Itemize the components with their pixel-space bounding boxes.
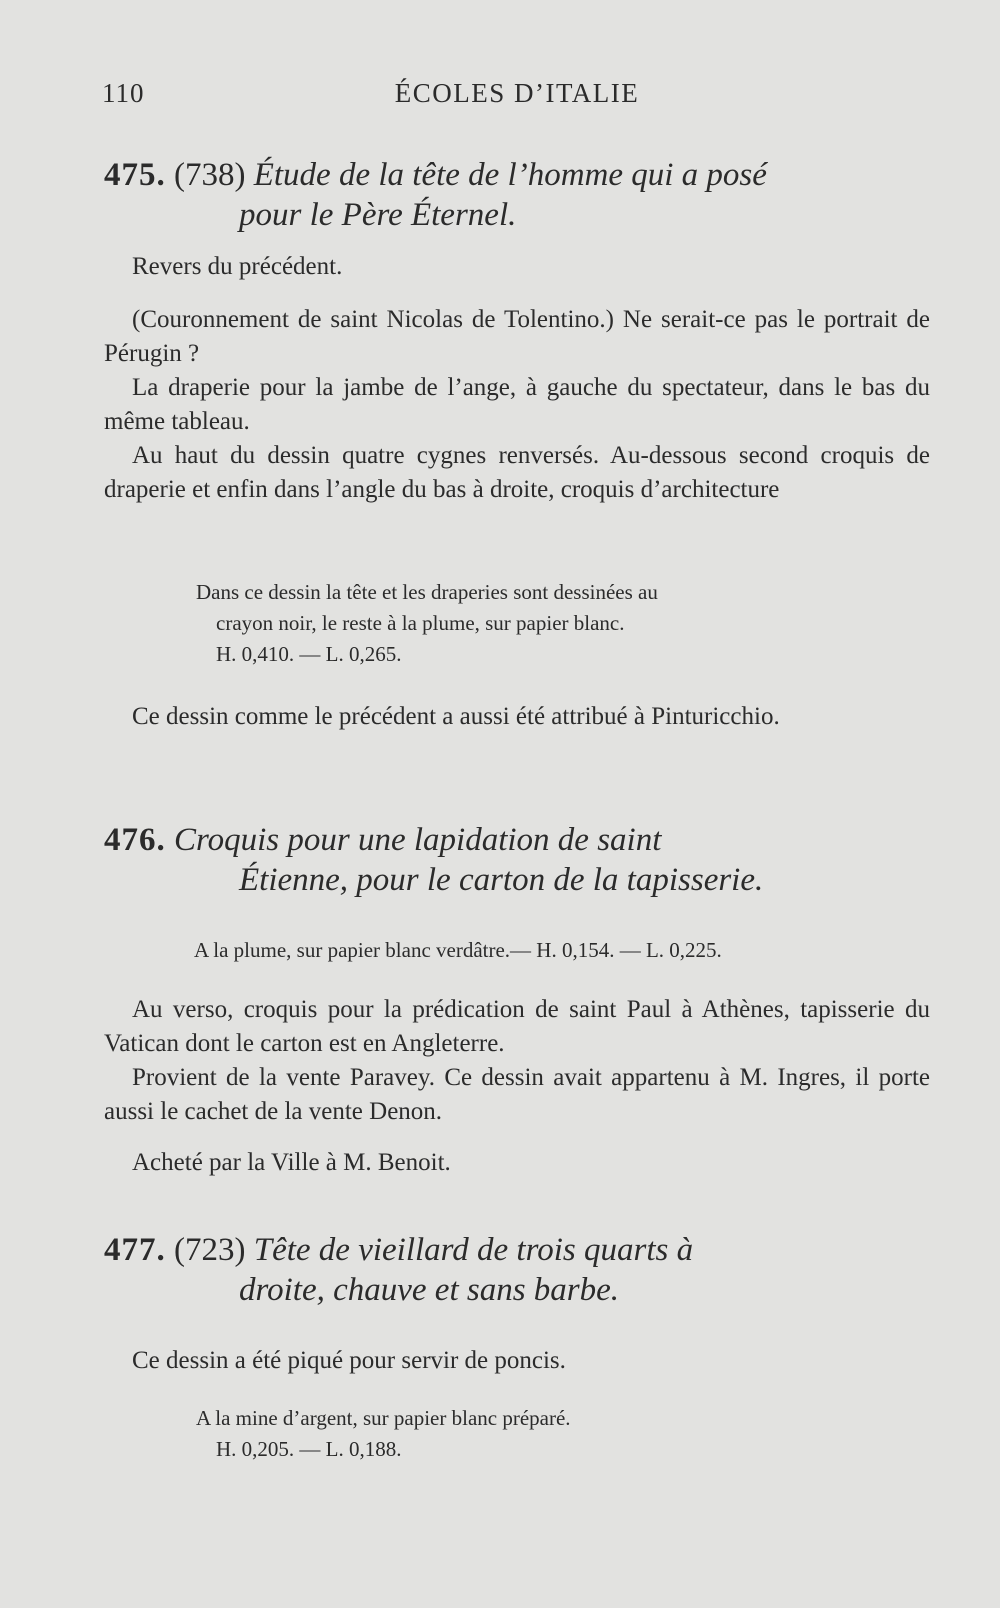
entry-title-line1: Croquis pour une lapidation de saint (174, 822, 662, 858)
page-number: 110 (102, 78, 145, 108)
entry-475-paragraph-4: Au haut du dessin quatre cygnes renversés. Au-dessous second croquis de draperie et enfin dans l’angle du bas à droite, croquis d’architecture (104, 442, 930, 503)
entry-477-title (104, 1230, 930, 1310)
entry-476-technical-note (104, 935, 1000, 966)
running-head (102, 78, 932, 118)
running-title: ÉCOLES D’ITALIE (394, 78, 640, 108)
technical-note-dimensions: H. 0,410. — L. 0,265. (216, 642, 402, 666)
entry-title-line2: pour le Père Éternel. (239, 197, 517, 233)
entry-number: 476. (104, 822, 166, 858)
entry-reference: (738) (174, 157, 246, 193)
entry-475-paragraph-5: Ce dessin comme le précédent a aussi été attribué à Pinturicchio. (132, 703, 780, 730)
entry-475-paragraph-3: La draperie pour la jambe de l’ange, à gauche du spectateur, dans le bas du même tableau. (104, 374, 930, 435)
entry-476-paragraph-2: Provient de la vente Paravey. Ce dessin avait appartenu à M. Ingres, il porte aussi le cachet de la vente Denon. (104, 1064, 930, 1125)
entry-title-line1: Étude de la tête de l’homme qui a posé (253, 157, 767, 193)
technical-note-line-2: crayon noir, le reste à la plume, sur papier blanc. (216, 611, 625, 635)
entry-reference: (723) (174, 1232, 246, 1268)
technical-note-dimensions: H. 0,205. — L. 0,188. (216, 1437, 402, 1461)
entry-475-title (104, 155, 930, 235)
entry-476-title (104, 820, 930, 900)
technical-note-line-1: A la plume, sur papier blanc verdâtre.— H. 0,154. — L. 0,225. (194, 938, 722, 962)
entry-475-technical-note (104, 577, 1000, 670)
entry-476-paragraph-3: Acheté par la Ville à M. Benoit. (132, 1149, 451, 1176)
entry-title-line2: droite, chauve et sans barbe. (239, 1272, 620, 1308)
entry-475-paragraph-2: (Couronnement de saint Nicolas de Tolentino.) Ne serait-ce pas le portrait de Pérugin ? (104, 306, 930, 367)
entry-number: 477. (104, 1232, 166, 1268)
entry-477-paragraph-1: Ce dessin a été piqué pour servir de poncis. (132, 1347, 566, 1374)
entry-title-line1: Tête de vieillard de trois quarts à (253, 1232, 694, 1268)
entry-476-paragraph-1: Au verso, croquis pour la prédication de saint Paul à Athènes, tapisserie du Vatican dont le carton est en Angleterre. (104, 996, 930, 1057)
entry-475-paragraph-1: Revers du précédent. (132, 253, 343, 280)
technical-note-line-1: A la mine d’argent, sur papier blanc préparé. (196, 1406, 571, 1430)
entry-477-technical-note (104, 1403, 1000, 1465)
entry-title-line2: Étienne, pour le carton de la tapisserie. (239, 862, 764, 898)
entry-number: 475. (104, 157, 166, 193)
technical-note-line-1: Dans ce dessin la tête et les draperies sont dessinées au (196, 580, 658, 604)
